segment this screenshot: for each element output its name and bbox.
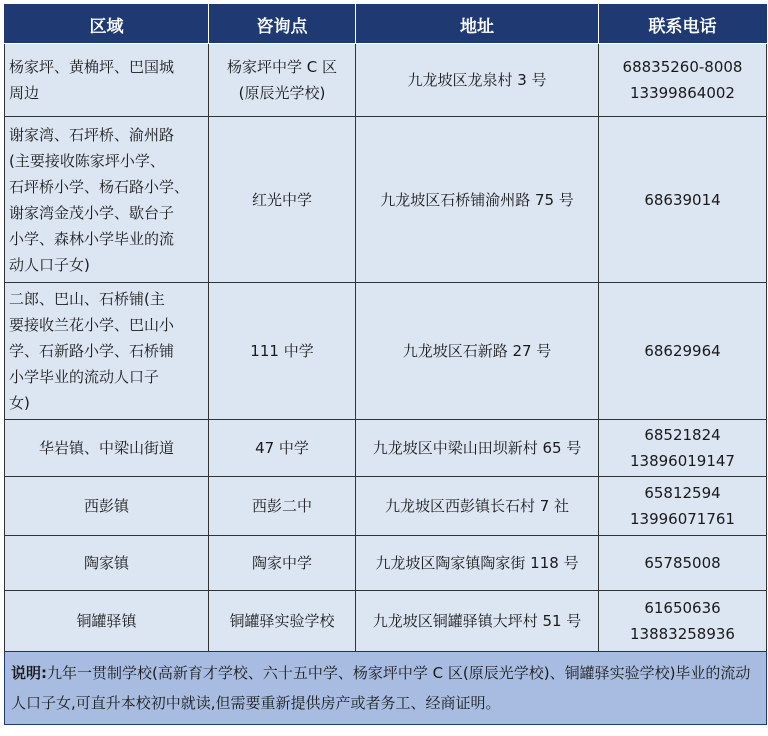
table-header-row xyxy=(5,5,767,44)
cell-address: 九龙坡区龙泉村 3 号 xyxy=(356,44,599,117)
header-point: 咨询点 xyxy=(209,5,356,44)
phone-number: 65812594 xyxy=(644,484,721,502)
point-line: (原辰光学校) xyxy=(238,84,326,102)
area-line: 小学毕业的流动人口子 xyxy=(9,368,160,386)
cell-phone xyxy=(599,536,767,591)
area-line: 谢家湾金茂小学、歇台子 xyxy=(9,203,175,222)
cell-phone xyxy=(599,591,767,652)
header-address: 地址 xyxy=(356,5,599,44)
note-row xyxy=(5,652,767,725)
table-row xyxy=(5,283,767,420)
cell-address: 九龙坡区铜罐驿镇大坪村 51 号 xyxy=(356,591,599,652)
note-text: 九年一贯制学校(高新育才学校、六十五中学、杨家坪中学 C 区(原辰光学校)、铜罐驿实验学校)毕业的流动人口子女,可直升本校初中就读,但需要重新提供房产或者务工、经商证明。 xyxy=(11,664,751,712)
table-row xyxy=(5,591,767,652)
cell-point xyxy=(209,536,356,591)
cell-point xyxy=(209,283,356,420)
cell-point xyxy=(209,591,356,652)
cell-area xyxy=(5,477,209,536)
area-line: 女) xyxy=(9,394,30,412)
point-line: 111 中学 xyxy=(250,342,314,360)
cell-phone xyxy=(599,477,767,536)
cell-phone xyxy=(599,44,767,117)
table-row xyxy=(5,420,767,477)
table-row xyxy=(5,44,767,117)
cell-address: 九龙坡区西彭镇长石村 7 社 xyxy=(356,477,599,536)
point-line: 47 中学 xyxy=(255,439,309,457)
point-line: 西彭二中 xyxy=(251,497,312,515)
area-line: 石坪桥小学、杨石路小学、 xyxy=(9,177,190,196)
cell-point xyxy=(209,117,356,283)
area-line: (主要接收陈家坪小学、 xyxy=(9,151,165,170)
area-line: 杨家坪、黄桷坪、巴国城 xyxy=(9,58,175,76)
table-row xyxy=(5,536,767,591)
table-row xyxy=(5,477,767,536)
table-row xyxy=(5,117,767,283)
phone-number: 68521824 xyxy=(644,426,721,444)
cell-area xyxy=(5,536,209,591)
cell-address: 九龙坡区陶家镇陶家街 118 号 xyxy=(356,536,599,591)
phone-number: 68835260-8008 xyxy=(622,58,743,76)
info-table-wrapper xyxy=(4,4,766,725)
consultation-points-table xyxy=(4,4,767,725)
phone-number: 13996071761 xyxy=(630,510,735,528)
point-line: 铜罐驿实验学校 xyxy=(229,612,335,630)
note-cell xyxy=(5,652,767,725)
point-line: 杨家坪中学 C 区 xyxy=(226,58,337,76)
area-line: 学、石新路小学、石桥铺 xyxy=(9,342,175,360)
header-area: 区域 xyxy=(5,5,209,44)
cell-point xyxy=(209,477,356,536)
cell-address: 九龙坡区中梁山田坝新村 65 号 xyxy=(356,420,599,477)
phone-number: 65785008 xyxy=(644,554,721,572)
cell-area xyxy=(5,420,209,477)
phone-number: 13896019147 xyxy=(630,452,735,470)
point-line: 陶家中学 xyxy=(251,554,312,572)
cell-phone xyxy=(599,283,767,420)
area-line: 二郎、巴山、石桥铺(主 xyxy=(9,290,165,308)
area-line: 周边 xyxy=(9,84,40,102)
cell-phone xyxy=(599,117,767,283)
phone-number: 13399864002 xyxy=(630,84,735,102)
cell-area xyxy=(5,44,209,117)
cell-point xyxy=(209,44,356,117)
phone-number: 61650636 xyxy=(644,599,721,617)
area-line: 西彭镇 xyxy=(83,497,129,515)
area-line: 铜罐驿镇 xyxy=(76,612,137,630)
area-line: 华岩镇、中梁山街道 xyxy=(38,439,174,457)
cell-phone xyxy=(599,420,767,477)
cell-area xyxy=(5,591,209,652)
area-line: 动人口子女) xyxy=(9,255,90,274)
note-label: 说明: xyxy=(11,664,47,682)
phone-number: 68639014 xyxy=(644,190,721,209)
area-line: 小学、森林小学毕业的流 xyxy=(9,229,175,248)
cell-address: 九龙坡区石桥铺渝州路 75 号 xyxy=(356,117,599,283)
header-phone: 联系电话 xyxy=(599,5,767,44)
area-line: 谢家湾、石坪桥、渝州路 xyxy=(9,125,175,144)
phone-number: 68629964 xyxy=(644,342,721,360)
point-line: 红光中学 xyxy=(251,190,312,209)
cell-area xyxy=(5,283,209,420)
area-line: 要接收兰花小学、巴山小 xyxy=(9,316,175,334)
cell-point xyxy=(209,420,356,477)
cell-area xyxy=(5,117,209,283)
phone-number: 13883258936 xyxy=(630,625,735,643)
area-line: 陶家镇 xyxy=(83,554,129,572)
cell-address: 九龙坡区石新路 27 号 xyxy=(356,283,599,420)
